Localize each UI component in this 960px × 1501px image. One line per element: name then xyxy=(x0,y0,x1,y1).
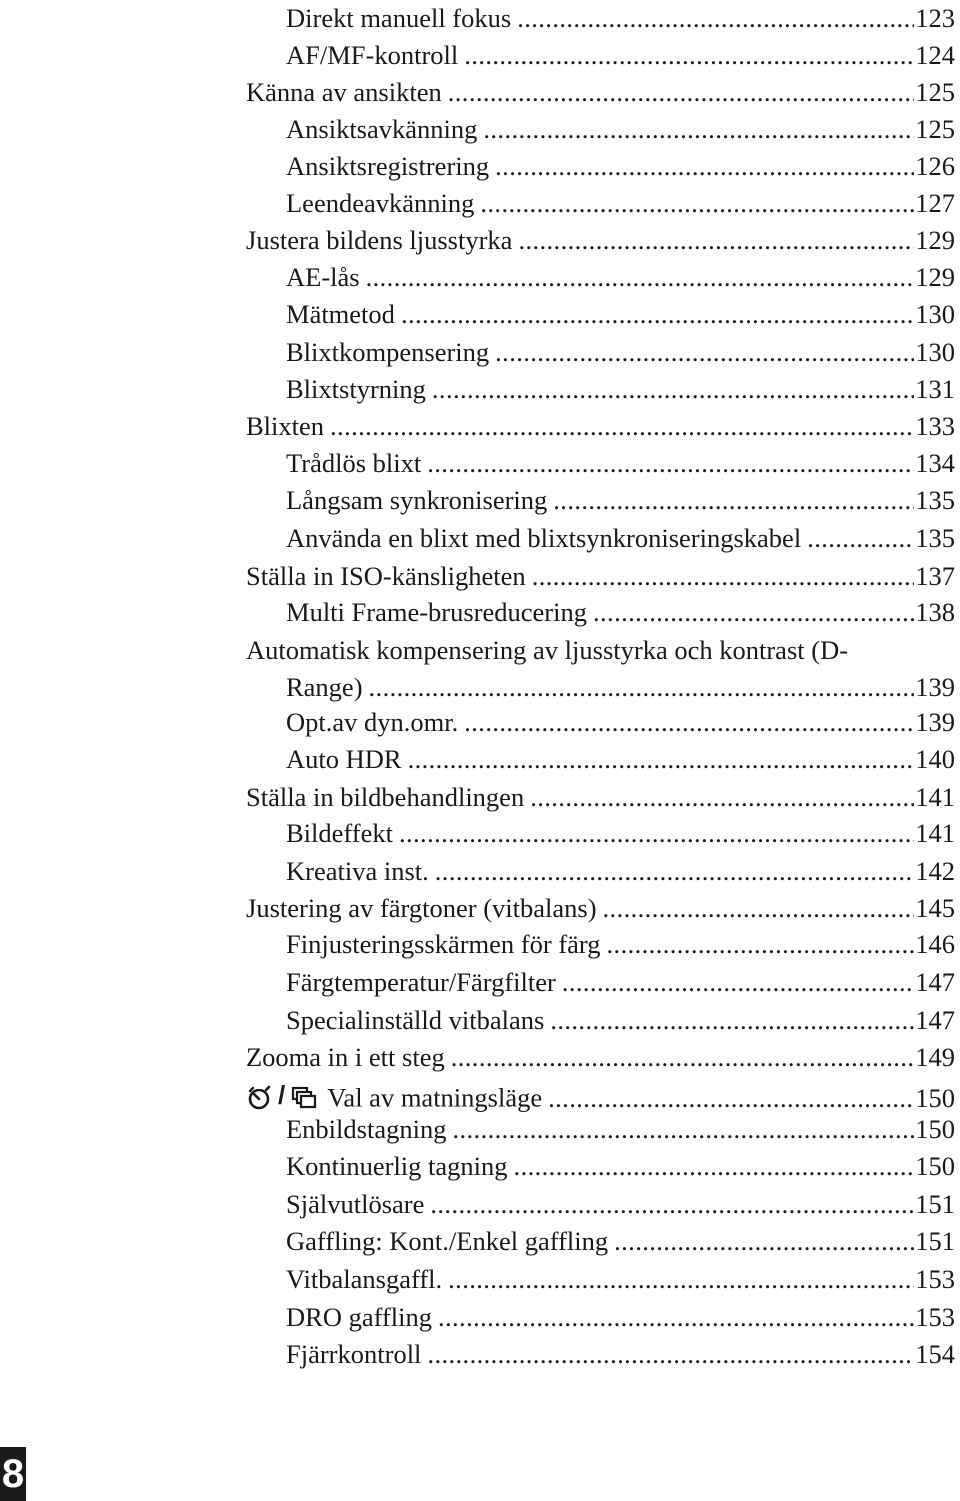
toc-entry-page: 147 xyxy=(915,967,955,997)
toc-entry-page: 127 xyxy=(915,188,955,218)
toc-entry-page: 154 xyxy=(915,1339,955,1369)
separator-slash: / xyxy=(278,1080,286,1110)
toc-entry[interactable] xyxy=(286,148,955,185)
dot-leader xyxy=(366,259,915,296)
toc-entry-title: Justering av färgtoner (vitbalans) xyxy=(246,893,597,923)
toc-entry[interactable] xyxy=(246,1039,955,1076)
dot-leader xyxy=(399,815,914,852)
toc-entry[interactable] xyxy=(286,1148,955,1185)
toc-entry-title: Använda en blixt med blixtsynkroniseringskabel xyxy=(286,523,802,553)
dot-leader xyxy=(432,371,914,408)
dot-leader xyxy=(448,1261,914,1298)
toc-entry-title: Direkt manuell fokus xyxy=(286,3,512,33)
toc-entry-page: 124 xyxy=(915,40,955,70)
toc-entry-page: 141 xyxy=(915,782,955,812)
dot-leader xyxy=(495,334,914,371)
toc-entry-title: Auto HDR xyxy=(286,744,402,774)
toc-entry[interactable] xyxy=(286,445,955,482)
toc-entry-page: 133 xyxy=(915,411,955,441)
toc-entry[interactable] xyxy=(286,0,955,37)
toc-entry-title: Opt.av dyn.omr. xyxy=(286,707,459,737)
dot-leader xyxy=(480,185,914,222)
dot-leader xyxy=(607,926,915,963)
toc-entry-page: 139 xyxy=(915,672,955,702)
toc-entry[interactable] xyxy=(246,558,955,595)
dot-leader xyxy=(369,669,915,706)
toc-entry-title: Kontinuerlig tagning xyxy=(286,1151,508,1181)
toc-entry[interactable] xyxy=(286,185,955,222)
toc-entry[interactable] xyxy=(286,853,955,890)
toc-entry-page: 126 xyxy=(915,151,955,181)
toc-entry-title: AF/MF-kontroll xyxy=(286,40,459,70)
dot-leader xyxy=(401,296,914,333)
toc-entry-page: 130 xyxy=(915,337,955,367)
dot-leader xyxy=(427,445,914,482)
toc-entry-page: 151 xyxy=(915,1226,955,1256)
dot-leader xyxy=(448,74,915,111)
toc-entry-title: Specialinställd vitbalans xyxy=(286,1005,545,1035)
dot-leader xyxy=(532,558,915,595)
toc-entry-page: 149 xyxy=(915,1042,955,1072)
dot-leader xyxy=(464,37,914,74)
toc-entry-page: 150 xyxy=(915,1151,955,1181)
toc-entry-title: Självutlösare xyxy=(286,1189,425,1219)
toc-entry[interactable] xyxy=(286,334,955,371)
toc-entry-page: 131 xyxy=(915,374,955,404)
toc-entry-page: 153 xyxy=(915,1264,955,1294)
toc-entry[interactable] xyxy=(246,779,955,816)
toc-entry[interactable] xyxy=(286,1261,955,1298)
dot-leader xyxy=(518,222,914,259)
toc-entry[interactable] xyxy=(286,371,955,408)
toc-entry-title: Blixtstyrning xyxy=(286,374,426,404)
toc-entry[interactable] xyxy=(286,926,955,963)
toc-entry-page: 147 xyxy=(915,1005,955,1035)
toc-entry-title: Kreativa inst. xyxy=(286,856,429,886)
dot-leader xyxy=(807,520,914,557)
toc-entry-page: 129 xyxy=(915,225,955,255)
dot-leader xyxy=(430,1186,914,1223)
toc-entry[interactable] xyxy=(286,259,955,296)
toc-entry-title: Ställa in bildbehandlingen xyxy=(246,782,525,812)
toc-entry-title: Ställa in ISO-känsligheten xyxy=(246,561,526,591)
dot-leader xyxy=(464,704,914,741)
toc-entry-title: AE-lås xyxy=(286,262,360,292)
toc-entry-page: 140 xyxy=(915,744,955,774)
toc-entry[interactable] xyxy=(246,74,955,111)
toc-entry-page: 142 xyxy=(915,856,955,886)
toc-entry[interactable] xyxy=(286,815,955,852)
toc-entry-title: Blixten xyxy=(246,411,325,441)
toc-entry-page: 150 xyxy=(915,1082,955,1113)
toc-entry[interactable] xyxy=(286,1111,955,1148)
toc-entry-title: Enbildstagning xyxy=(286,1114,447,1144)
toc-entry-multiline[interactable] xyxy=(246,632,955,706)
toc-entry[interactable] xyxy=(286,1223,955,1260)
toc-entry-title: Känna av ansikten xyxy=(246,77,442,107)
toc-entry-title: Mätmetod xyxy=(286,299,395,329)
toc-entry-title: Leendeavkänning xyxy=(286,188,475,218)
toc-entry-title: Bildeffekt xyxy=(286,818,393,848)
dot-leader xyxy=(452,1111,914,1148)
toc-entry[interactable] xyxy=(286,1336,955,1373)
toc-entry[interactable] xyxy=(246,222,955,259)
toc-entry[interactable] xyxy=(246,890,955,927)
dot-leader xyxy=(593,594,914,631)
toc-entry-page: 130 xyxy=(915,299,955,329)
toc-entry-title: Ansiktsregistrering xyxy=(286,151,490,181)
toc-entry-title: Trådlös blixt xyxy=(286,448,422,478)
toc-entry[interactable] xyxy=(286,37,955,74)
dot-leader xyxy=(435,853,914,890)
toc-entry-page: 134 xyxy=(915,448,955,478)
toc-entry-page: 125 xyxy=(915,77,955,107)
toc-entry-title: Fjärrkontroll xyxy=(286,1339,422,1369)
toc-entry[interactable] xyxy=(286,594,955,631)
dot-leader xyxy=(562,964,914,1001)
dot-leader xyxy=(330,408,914,445)
toc-entry-title: DRO gaffling xyxy=(286,1302,432,1332)
toc-entry[interactable] xyxy=(286,1299,955,1336)
toc-entry-page: 135 xyxy=(915,523,955,553)
dot-leader xyxy=(517,0,914,37)
toc-entry-page: 129 xyxy=(915,262,955,292)
toc-entry-title: Zooma in i ett steg xyxy=(246,1042,445,1072)
dot-leader xyxy=(483,111,914,148)
toc-entry-page: 135 xyxy=(915,485,955,515)
page-number-tab: 8 xyxy=(0,1447,26,1501)
toc-entry-page: 145 xyxy=(915,893,955,923)
toc-entry-page: 137 xyxy=(915,561,955,591)
dot-leader xyxy=(550,1002,914,1039)
toc-entry[interactable] xyxy=(286,482,955,519)
toc-entry-title: Blixtkompensering xyxy=(286,337,490,367)
toc-entry[interactable] xyxy=(286,704,955,741)
toc-entry-title: Finjusteringsskärmen för färg xyxy=(286,929,601,959)
dot-leader xyxy=(614,1223,914,1260)
dot-leader xyxy=(427,1336,914,1373)
dot-leader xyxy=(451,1039,915,1076)
dot-leader xyxy=(553,482,914,519)
dot-leader xyxy=(530,779,914,816)
toc-entry[interactable] xyxy=(286,741,955,778)
toc-entry-title-line2: Range) xyxy=(286,672,363,702)
dot-leader xyxy=(438,1299,914,1336)
toc-entry[interactable] xyxy=(286,964,955,1001)
toc-entry-title: Färgtemperatur/Färgfilter xyxy=(286,967,556,997)
toc-entry[interactable] xyxy=(286,1002,955,1039)
toc-entry[interactable] xyxy=(246,408,955,445)
dot-leader xyxy=(408,741,915,778)
toc-entry-title-line1: Automatisk kompensering av ljusstyrka och kontrast (D- xyxy=(246,635,849,665)
continuous-shooting-icon xyxy=(291,1085,317,1111)
toc-entry[interactable] xyxy=(286,296,955,333)
toc-entry-page: 153 xyxy=(915,1302,955,1332)
toc-entry-page: 139 xyxy=(915,707,955,737)
toc-entry-title: Ansiktsavkänning xyxy=(286,114,478,144)
dot-leader xyxy=(514,1148,915,1185)
toc-entry-page: 123 xyxy=(915,3,955,33)
self-timer-icon xyxy=(246,1085,272,1111)
toc-entry-title: Multi Frame-brusreducering xyxy=(286,597,587,627)
toc-entry-page: 151 xyxy=(915,1189,955,1219)
toc-entry-title: Vitbalansgaffl. xyxy=(286,1264,443,1294)
toc-entry-title: Långsam synkronisering xyxy=(286,485,548,515)
dot-leader xyxy=(603,890,915,927)
toc-entry-page: 125 xyxy=(915,114,955,144)
toc-entry-title: Val av matningsläge xyxy=(327,1082,543,1113)
toc-entry[interactable] xyxy=(246,1075,955,1112)
dot-leader xyxy=(495,148,914,185)
toc-entry-title: Gaffling: Kont./Enkel gaffling xyxy=(286,1226,609,1256)
toc-entry[interactable] xyxy=(286,1186,955,1223)
toc-entry-page: 141 xyxy=(915,818,955,848)
toc-entry[interactable] xyxy=(286,111,955,148)
toc-entry-title: Justera bildens ljusstyrka xyxy=(246,225,513,255)
toc-entry-page: 146 xyxy=(915,929,955,959)
toc-entry-page: 138 xyxy=(915,597,955,627)
toc-entry-page: 150 xyxy=(915,1114,955,1144)
toc-entry[interactable] xyxy=(286,520,955,557)
